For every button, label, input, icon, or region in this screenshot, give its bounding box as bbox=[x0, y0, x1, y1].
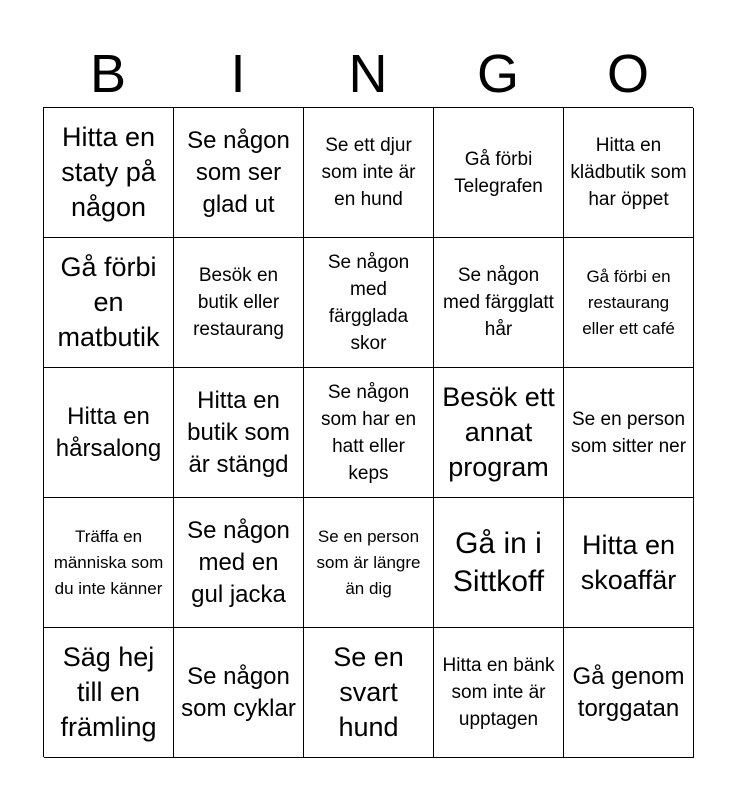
header-letter-i: I bbox=[230, 44, 246, 104]
bingo-cell[interactable] bbox=[304, 108, 434, 238]
bingo-cell[interactable] bbox=[304, 368, 434, 498]
bingo-cell-text: Se en person som sitter ner bbox=[570, 408, 687, 457]
bingo-grid bbox=[43, 107, 693, 757]
header-letter-g: G bbox=[476, 44, 519, 104]
bingo-cell-text: Hitta en klädbutik som har öppet bbox=[570, 135, 687, 210]
header-letter-o: O bbox=[606, 44, 649, 104]
bingo-cell-text: Gå förbi Telegrafen bbox=[454, 148, 543, 197]
bingo-cell[interactable] bbox=[174, 628, 304, 758]
bingo-cell-text: Hitta en staty på någon bbox=[61, 122, 156, 222]
bingo-cell-text: Gå förbi en restaurang eller ett café bbox=[582, 266, 675, 338]
bingo-cell[interactable] bbox=[44, 628, 174, 758]
bingo-cell[interactable] bbox=[434, 108, 564, 238]
bingo-cell-text: Se någon med en gul jacka bbox=[187, 516, 290, 608]
bingo-cell[interactable] bbox=[174, 238, 304, 368]
bingo-cell-text: Se någon med färgglatt hår bbox=[443, 265, 554, 340]
bingo-cell[interactable] bbox=[564, 498, 694, 628]
bingo-cell[interactable] bbox=[44, 368, 174, 498]
bingo-cell[interactable] bbox=[44, 108, 174, 238]
bingo-cell-text: Hitta en skoaffär bbox=[580, 529, 677, 595]
bingo-cell-text: Se någon som cyklar bbox=[181, 662, 296, 722]
bingo-cell-text: Se någon som har en hatt eller keps bbox=[320, 381, 417, 484]
bingo-cell[interactable] bbox=[174, 368, 304, 498]
bingo-cell[interactable] bbox=[44, 238, 174, 368]
bingo-cell[interactable] bbox=[564, 238, 694, 368]
bingo-cell-text: Gå in i Sittkoff bbox=[452, 526, 545, 598]
bingo-cell-text: Se någon som ser glad ut bbox=[187, 126, 290, 218]
bingo-cell[interactable] bbox=[174, 108, 304, 238]
bingo-header bbox=[43, 40, 693, 108]
bingo-cell-text: Se en svart hund bbox=[333, 642, 404, 742]
bingo-cell[interactable] bbox=[564, 108, 694, 238]
bingo-cell-text: Gå genom torggatan bbox=[572, 662, 685, 722]
bingo-cell[interactable] bbox=[304, 238, 434, 368]
bingo-cell[interactable] bbox=[44, 498, 174, 628]
bingo-cell[interactable] bbox=[564, 368, 694, 498]
bingo-cell[interactable] bbox=[434, 498, 564, 628]
bingo-cell-text: Hitta en butik som är stängd bbox=[187, 386, 290, 478]
bingo-cell-text: Besök ett annat program bbox=[442, 382, 555, 482]
bingo-cell[interactable] bbox=[564, 628, 694, 758]
bingo-cell-text: Gå förbi en matbutik bbox=[57, 252, 160, 352]
bingo-cell-text: Besök en butik eller restaurang bbox=[193, 265, 284, 340]
header-letter-n: N bbox=[348, 44, 388, 104]
bingo-cell-text: Hitta en bänk som inte är upptagen bbox=[442, 655, 555, 730]
bingo-cell-text: Säg hej till en främling bbox=[60, 642, 157, 742]
bingo-cell[interactable] bbox=[434, 628, 564, 758]
bingo-cell-text: Träffa en människa som du inte känner bbox=[53, 526, 164, 598]
bingo-cell[interactable] bbox=[304, 628, 434, 758]
bingo-cell-text: Se en person som är längre än dig bbox=[316, 526, 421, 598]
bingo-cell[interactable] bbox=[434, 368, 564, 498]
bingo-cell-text: Se någon med färgglada skor bbox=[327, 251, 410, 354]
bingo-cell[interactable] bbox=[434, 238, 564, 368]
bingo-cell[interactable] bbox=[304, 498, 434, 628]
bingo-cell-text: Se ett djur som inte är en hund bbox=[321, 135, 416, 210]
header-letter-b: B bbox=[89, 44, 127, 104]
bingo-cell-text: Hitta en hårsalong bbox=[55, 402, 162, 462]
bingo-cell[interactable] bbox=[174, 498, 304, 628]
